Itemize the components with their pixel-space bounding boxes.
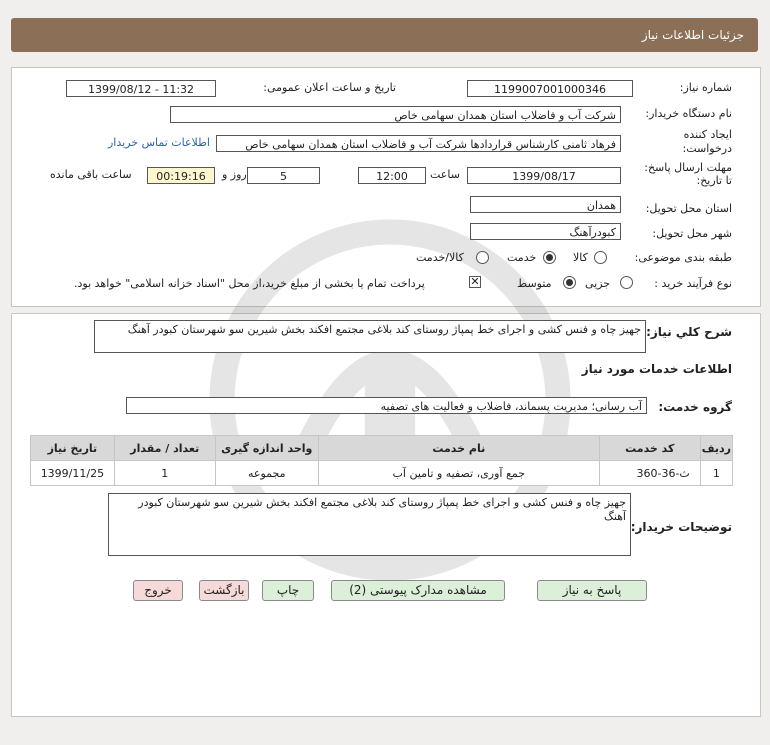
col-service-code: کد خدمت (599, 436, 700, 461)
deadline-date-field: 1399/08/17 (467, 167, 621, 184)
process-radio-medium[interactable] (563, 276, 576, 289)
province-field: همدان (470, 196, 621, 213)
view-attachments-button[interactable]: مشاهده مدارک پیوستی (2) (331, 580, 505, 601)
back-button[interactable]: بازگشت (199, 580, 249, 601)
buyer-field: شرکت آب و فاضلاب استان همدان سهامی خاص (170, 106, 621, 123)
process-option-minor: جزیی (585, 277, 611, 290)
days-label: روز و (222, 168, 247, 181)
creator-label: ایجاد کننده درخواست: (682, 128, 732, 155)
remaining-time-field: 00:19:16 (147, 167, 215, 184)
cell-service-name: جمع آوری، تصفیه و تامین آب (318, 461, 599, 486)
col-quantity: تعداد / مقدار (114, 436, 215, 461)
col-need-date: تاریخ نیاز (31, 436, 115, 461)
table-header-row (31, 436, 733, 461)
summary-text: جهیز چاه و فنس کشی و اجرای خط پمپاژ روستای کند بلاغی مجتمع افکند بخش شیرین سو شهرستان کبودر آهنگ (94, 320, 646, 353)
treasury-payment-checkbox[interactable]: ✕ (470, 275, 480, 288)
cell-row: 1 (700, 461, 732, 486)
category-option-goods-service: کالا/خدمت (416, 251, 464, 264)
announce-datetime-field: 1399/08/12 - 11:32 (66, 80, 216, 97)
category-radio-goods-service[interactable] (476, 251, 489, 264)
cell-service-code: ث-36-360 (599, 461, 700, 486)
deadline-time-label: ساعت (430, 168, 460, 181)
page-header: جزئیات اطلاعات نیاز (11, 18, 758, 52)
cell-quantity: 1 (114, 461, 215, 486)
need-number-label: شماره نیاز: (679, 81, 732, 94)
category-radio-goods[interactable] (594, 251, 607, 264)
province-label: استان محل تحویل: (645, 202, 732, 215)
deadline-label: مهلت ارسال پاسخ: تا تاریخ: (644, 161, 732, 187)
process-option-medium: متوسط (517, 277, 552, 290)
service-group-label: گروه خدمت: (658, 400, 732, 414)
col-unit: واحد اندازه گیری (215, 436, 318, 461)
process-radio-minor[interactable] (620, 276, 633, 289)
city-label: شهر محل تحویل: (652, 227, 732, 240)
buyer-label: نام دستگاه خریدار: (645, 107, 732, 120)
payment-note: پرداخت تمام یا بخشی از مبلغ خرید،از محل "اسناد خزانه اسلامی" خواهد بود. (74, 277, 425, 290)
summary-label: شرح کلي نياز: (646, 325, 732, 339)
reply-button[interactable]: پاسخ به نیاز (537, 580, 647, 601)
remaining-label: ساعت باقی مانده (50, 168, 132, 181)
need-info-panel (11, 67, 761, 307)
category-label: طبقه بندی موضوعی: (634, 251, 732, 264)
category-option-service: خدمت (507, 251, 537, 264)
buyer-notes-text: جهیز چاه و فنس کشی و اجرای خط پمپاژ روستای کند بلاغی مجتمع افکند بخش شیرین سو شهرستان کبودر آهنگ (108, 493, 631, 556)
service-group-field: آب رسانی؛ مدیریت پسماند، فاضلاب و فعالیت های تصفیه (126, 397, 647, 414)
days-field: 5 (247, 167, 320, 184)
buyer-contact-link[interactable]: اطلاعات تماس خریدار (108, 136, 210, 149)
announce-label: تاریخ و ساعت اعلان عمومی: (263, 81, 396, 94)
exit-button[interactable]: خروج (133, 580, 183, 601)
deadline-time-field: 12:00 (358, 167, 426, 184)
process-label: نوع فرآیند خرید : (654, 277, 732, 290)
city-field: کبودرآهنگ (470, 223, 621, 240)
col-service-name: نام خدمت (318, 436, 599, 461)
creator-field: فرهاد ثامنی کارشناس قراردادها شرکت آب و فاضلاب استان همدان سهامی خاص (216, 135, 621, 152)
table-row (31, 461, 733, 486)
category-radio-service[interactable] (543, 251, 556, 264)
services-section-title: اطلاعات خدمات مورد نیاز (581, 362, 732, 376)
col-row: ردیف (700, 436, 732, 461)
services-table (30, 435, 733, 486)
print-button[interactable]: چاپ (262, 580, 314, 601)
cell-unit: مجموعه (215, 461, 318, 486)
category-option-goods: کالا (573, 251, 588, 264)
buyer-notes-label: توضیحات خریدار: (630, 520, 732, 534)
cell-need-date: 1399/11/25 (31, 461, 115, 486)
need-number-field: 1199007001000346 (467, 80, 633, 97)
